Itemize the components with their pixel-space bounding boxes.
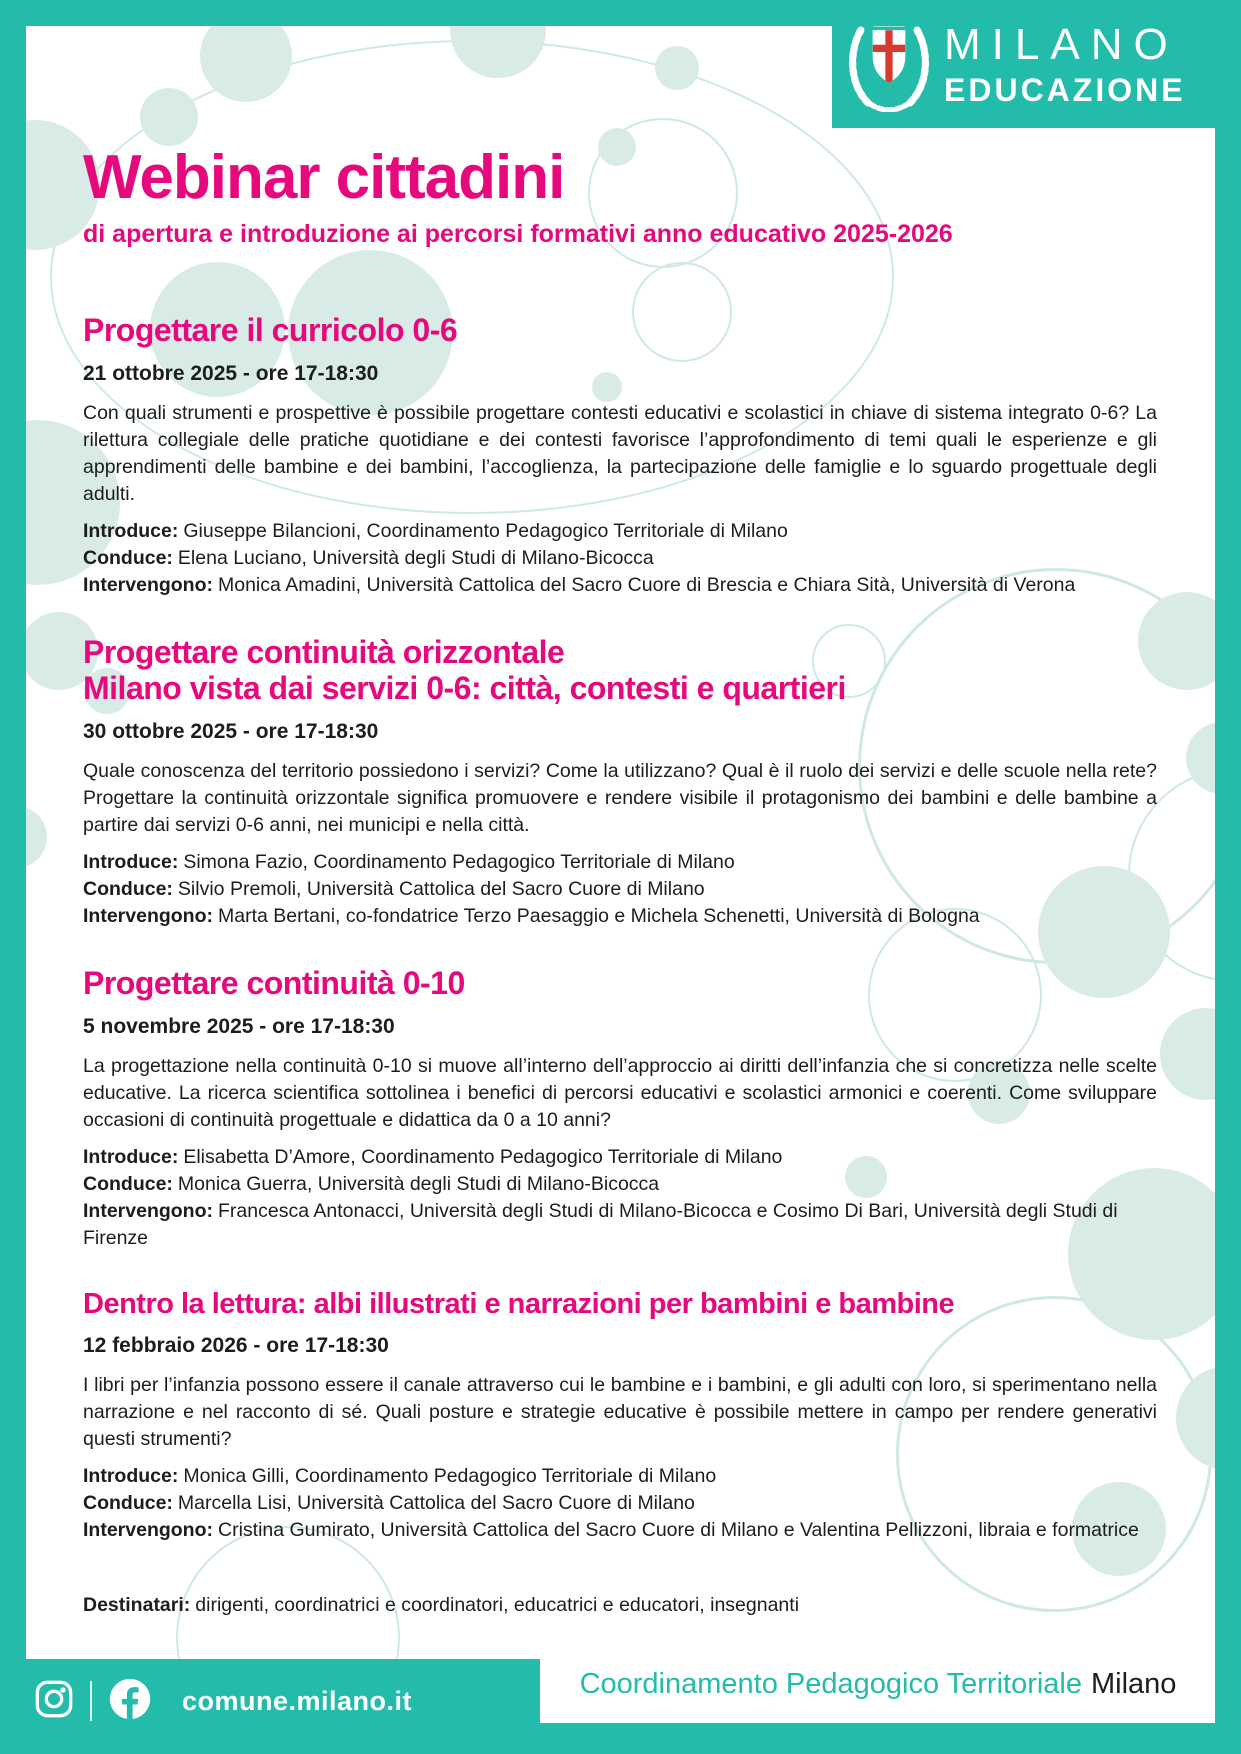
decor-circle xyxy=(1160,1008,1241,1100)
credit-text: Francesca Antonacci, Università degli Studi di Milano-Bicocca e Cosimo Di Bari, Università degli Studi di Firenze xyxy=(83,1200,1118,1250)
milano-coat-of-arms-icon xyxy=(848,12,930,117)
brand-name-educazione: EDUCAZIONE xyxy=(944,71,1186,108)
session-description: I libri per l’infanzia possono essere il canale attraverso cui le bambine e i bambini, e gli adulti con loro, si sperimentano nella narrazione e nel racconto di sé. Quali posture e strategie educative è possibile mettere in campo per rendere generativi questi strumenti? xyxy=(83,1373,1157,1450)
page-title: Webinar cittadini xyxy=(83,143,565,212)
session-title: Progettare continuità 0-10 xyxy=(83,965,465,1002)
session-description: Con quali strumenti e prospettive è possibile progettare contesti educativi e scolastici in chiave di sistema integrato 0-6? La rilettura collegiale delle pratiche quotidiane e dei contesti favorisce l’approfondimento di temi quali le esperienze e gli apprendimenti delle bambine e dei bambini, l’accoglienza, la partecipazione delle famiglie e lo sguardo progettuale degli adulti. xyxy=(83,402,1157,506)
credit-text: Marcella Lisi, Università Cattolica del Sacro Cuore di Milano xyxy=(177,1491,695,1514)
divider xyxy=(90,1681,92,1721)
credit-label: Introduce: xyxy=(83,851,179,874)
session-section xyxy=(83,966,1157,1252)
session-title: Progettare il curricolo 0-6 xyxy=(83,312,458,349)
audience-text: dirigenti, coordinatrici e coordinatori, educatrici e educatori, insegnanti xyxy=(195,1594,800,1616)
credit-label: Intervengono: xyxy=(83,905,213,928)
footer-social-block xyxy=(26,1659,412,1743)
session-title-line2: Milano vista dai servizi 0-6: città, contesti e quartieri xyxy=(83,670,846,707)
credit-label: Introduce: xyxy=(83,1146,179,1169)
credit-line xyxy=(83,572,1157,599)
credit-label: Conduce: xyxy=(83,547,173,570)
credit-label: Conduce: xyxy=(83,1491,173,1514)
credit-text: Monica Gilli, Coordinamento Pedagogico Territoriale di Milano xyxy=(183,1464,717,1487)
credit-label: Intervengono: xyxy=(83,1518,213,1541)
main-content xyxy=(83,0,1157,1544)
credit-text: Elisabetta D’Amore, Coordinamento Pedagogico Territoriale di Milano xyxy=(183,1146,783,1169)
credit-line xyxy=(83,1198,1157,1252)
website-link[interactable]: comune.milano.it xyxy=(182,1685,413,1716)
session-section xyxy=(83,313,1157,599)
session-date: 30 ottobre 2025 - ore 17-18:30 xyxy=(83,719,379,743)
credit-label: Intervengono: xyxy=(83,574,213,597)
credit-label: Introduce: xyxy=(83,520,179,543)
credit-line xyxy=(83,1144,1157,1171)
credit-text: Silvio Premoli, Università Cattolica del Sacro Cuore di Milano xyxy=(177,878,705,901)
decor-circle xyxy=(0,806,47,868)
credit-line xyxy=(83,849,1157,876)
session-date: 21 ottobre 2025 - ore 17-18:30 xyxy=(83,362,379,386)
credit-line xyxy=(83,518,1157,545)
brand-block xyxy=(832,0,1241,128)
credit-text: Cristina Gumirato, Università Cattolica del Sacro Cuore di Milano e Valentina Pellizzoni, libraia e formatrice xyxy=(218,1518,1139,1541)
facebook-icon[interactable] xyxy=(108,1677,152,1726)
credit-text: Elena Luciano, Università degli Studi di Milano-Bicocca xyxy=(177,547,654,570)
session-date: 12 febbraio 2026 - ore 17-18:30 xyxy=(83,1333,389,1357)
audience-label: Destinatari: xyxy=(83,1594,191,1616)
credit-line xyxy=(83,876,1157,903)
credit-label: Conduce: xyxy=(83,1173,173,1196)
credit-text: Monica Amadini, Università Cattolica del Sacro Cuore di Brescia e Chiara Sità, Università di Verona xyxy=(218,574,1076,597)
credit-line xyxy=(83,1490,1157,1517)
session-credits xyxy=(83,1463,1157,1544)
credit-text: Marta Bertani, co-fondatrice Terzo Paesaggio e Michela Schenetti, Università di Bologna xyxy=(218,905,980,928)
session-description: Quale conoscenza del territorio possiedono i servizi? Come la utilizzano? Qual è il ruolo dei servizi e delle scuole nella rete? Progettare la continuità orizzontale significa promuovere e rendere visibile il protagonismo dei bambini e delle bambine a partire dai servizi 0-6 anni, nei municipi e nella città. xyxy=(83,760,1157,837)
session-date: 5 novembre 2025 - ore 17-18:30 xyxy=(83,1014,395,1038)
credit-text: Monica Guerra, Università degli Studi di Milano-Bicocca xyxy=(177,1173,660,1196)
credit-label: Introduce: xyxy=(83,1464,179,1487)
organization-name: Coordinamento Pedagogico Territoriale xyxy=(579,1667,1082,1700)
page-subtitle: di apertura e introduzione ai percorsi formativi anno educativo 2025-2026 xyxy=(83,220,953,249)
credit-text: Giuseppe Bilancioni, Coordinamento Pedagogico Territoriale di Milano xyxy=(183,520,788,543)
credit-text: Simona Fazio, Coordinamento Pedagogico Territoriale di Milano xyxy=(183,851,735,874)
organization-city: Milano xyxy=(1091,1667,1177,1700)
session-description: La progettazione nella continuità 0-10 si muove all’interno dell’approccio ai diritti dell’infanzia che si concretizza nelle scelte educative. La ricerca scientifica sottolinea i benefici di percorsi educativi e scolastici armonici e coerenti. Come sviluppare occasioni di continuità progettuale e didattica da 0 a 10 anni? xyxy=(83,1055,1157,1132)
brand-name-milano: MILANO xyxy=(944,19,1179,69)
credit-line xyxy=(83,545,1157,572)
credit-line xyxy=(83,1171,1157,1198)
session-credits xyxy=(83,1144,1157,1252)
audience-line xyxy=(83,1592,1157,1619)
credit-line xyxy=(83,1463,1157,1490)
session-title: Progettare continuità orizzontale xyxy=(83,634,565,671)
session-credits xyxy=(83,849,1157,930)
session-title: Dentro la lettura: albi illustrati e narrazioni per bambini e bambine xyxy=(83,1288,955,1321)
credit-label: Conduce: xyxy=(83,878,173,901)
credit-label: Intervengono: xyxy=(83,1200,213,1223)
session-section xyxy=(83,635,1157,930)
session-credits xyxy=(83,518,1157,599)
instagram-icon[interactable] xyxy=(34,1679,74,1724)
credit-line xyxy=(83,903,1157,930)
session-section xyxy=(83,1288,1157,1544)
credit-line xyxy=(83,1517,1157,1544)
footer-organization xyxy=(540,1645,1216,1723)
